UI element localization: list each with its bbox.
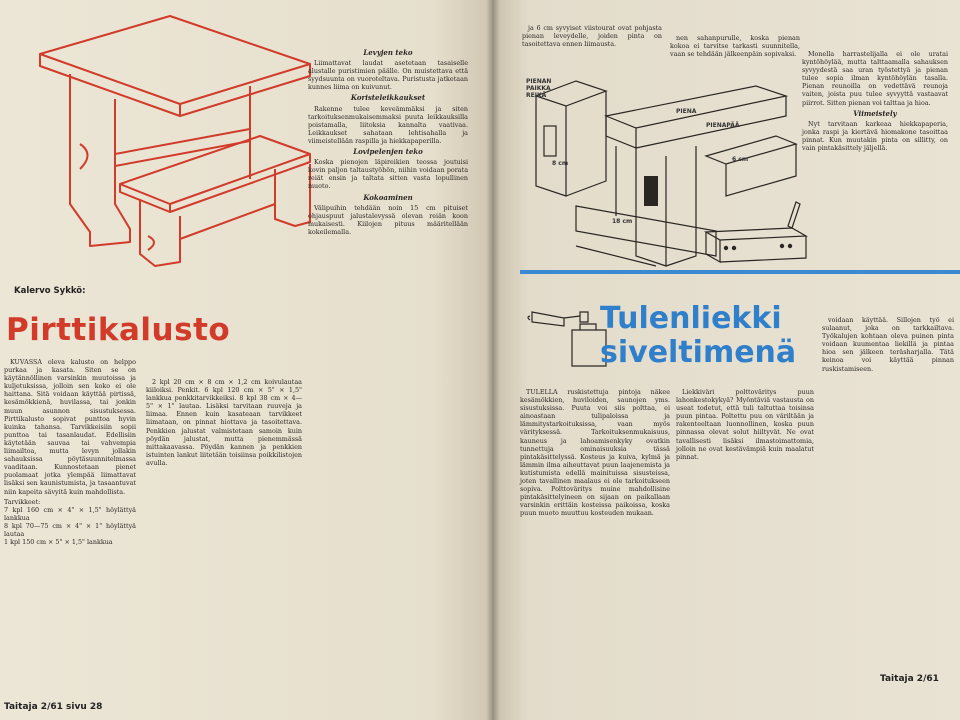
page-footer-left: Taitaja 2/61 sivu 28 <box>4 702 103 712</box>
column2-text: 2 kpl 20 cm × 8 cm × 1,2 cm koivulautaa kiiloiksi. Penkit. 6 kpl 120 cm × 5" × 1,5" lankkua penkkitarvikkeiksi. 8 kpl 38 cm × 4—5" × 1" lautaa. Lisäksi tarvitaan ruuveja ja liimaa. Ennen kuin kasateaan tarvikkeet liimataan, on pinnat hiottava ja tasoitettava. Penkkien jalustat valmistetaan samoin kuin pöydän jalustat, mutta pienemmässä mittakaavassa. Pöydän kannen ja penkkien istuinten lankut liitetään toisiinsa poikkilistojen avulla. <box>146 378 302 467</box>
article-byline: Kalervo Sykkö: <box>14 286 86 296</box>
article-title: Pirttikalusto <box>6 312 231 348</box>
fig-label-4: 6 cm <box>732 156 749 163</box>
right-article-column-1 <box>520 388 670 688</box>
right-article-column-3 <box>822 316 954 666</box>
right-top-text-2: nen sahanpurulle, koska pienan kokoa ei tarvitse tarkasti suunnitella, vaan se tehdään jälkeenpäin sopivaksi. <box>670 34 800 59</box>
heading-koristeleikkaukset: Koristeleikkaukset <box>350 93 426 103</box>
column3-text-1: Liimattavat laudat asetetaan tasaiselle alustalle puristimien päälle. On muistettava että syydsuunta on vuoroteltava. Puristusta jatketaan kunnes liima on kuivunut. <box>308 59 468 92</box>
column3-text-4: Välipuihin tehdään noin 15 cm pituiset ohjauspuut jalustalevyssä olevan reiän koon mukaisesti. Kiilojen pituus määritellään kokeilemalla. <box>308 203 468 236</box>
heading-viimeistely: Viimeistely <box>853 108 897 118</box>
intro-text: KUVASSA oleva kalusto on helppo purkaa ja kasata. Siten se on käytännöllinen varsinkin muutoissa ja kuljetuksissa, jolloin sen koko ei ole haittana. Sitä voidaan käyttää pirtissä, kesämökkienä, huvilassa, tai jonkin muun asunnon sisustuksessa. Pirttikalusto sopivat punttoa hyvin kuinka tahansa. Tarvikkeisiin sopii punttoa tai tasanlaudat. Edellisiin käytetään sauvaa tai vahvempia liimailtoa, mutta levyn jollakin sahauksissa pöytäsuunnitelmassa vaaditaan. Kunnostetaan pienet puolamaat jotka ylempää liimattavat lisäksi sen kaunistumista, ja tasaantuvat niin kapeita sävyitä kuin mahdollista. <box>4 358 136 496</box>
column3-text-3: Koska pienojen läpireikien teossa joutuisi kovin paljon taltaustyöhön, niihin voidaan porata reiät ensin ja taltata sitten vasta lopullinen muoto. <box>308 158 468 191</box>
fig-label-2: PIENA <box>676 108 697 115</box>
right-article-column-2 <box>676 388 814 688</box>
heading-kokoaminen: Kokoaminen <box>363 192 413 202</box>
article-column-2 <box>146 378 302 698</box>
fig-label-1: PIENAN PAIKKA REIKÄ <box>526 78 552 99</box>
right-top-text-1: ja 6 cm syvyiset viistourat ovat pohjasta pienan leveydelle, joiden pinta on tasoitettava ennen liimausta. <box>522 24 662 49</box>
right-top-right-column <box>802 50 948 250</box>
title-line-1: Tulenliekki <box>600 301 782 336</box>
right-top-right-text-2: Nyt tarvitaan karkeaa hiekkapaperia, jonka raspi ja kiertävä hiomakone tasoittaa pinnat. Kun muutakin pinta on sillitty, on vain pintakäsittely jäljellä. <box>802 119 948 153</box>
page-footer-right: Taitaja 2/61 <box>880 674 939 684</box>
title-rule <box>520 270 960 274</box>
heading-levyjen-teko: Levyjen teko <box>363 48 413 57</box>
right-col1-text: TULELLA ruskistettuja pintoja näkee kesämökkien, huviloiden, saunojen yms. sisustuksissa. Puuta voi siis polttaa, ei ainoastaan tulipaloissa ja lämmitystarkoituksissa, vaan myös värityksessä. Tarkoituksenmukaisuus, kauneus ja lahoamisenkyky ovatkin tunnettuja ominaisuuksia tässä pintakäsittelyssä. Kosteus ja kuiva, kylmä ja lämmin ilma aiheuttavat puun laajenemista ja kutistumista edellä mainituissa sisusteissa, joten tavallinen maalaus ei ole tarkoitukseen sopiva. Polttoväritys muine mahdollisine pintakäsittelyineen on sijaan on paikallaan varsinkin erittäin kosteissa paikoissa, koska puun muoto muuttuu kosteuden mukaan. <box>520 388 670 518</box>
right-col2-text: Liekkiväri polttoväritys puun lahonkestokykyä? Myöntäviä vastausta on useat todetut, että tuli taltuttaa toisinsa puun pintaa. Poltettu puu on väriltään ja rakenteeltaan luonnollinen, koska puun pinnassa olevat solut hiiltyvät. Ne ovat tavallisesti lisäksi ilmastoimattomia, jolloin ne ovat kestävämpiä kuin maalatut pinnat. <box>676 388 814 461</box>
wedge-drawing <box>784 200 804 230</box>
article-column-3 <box>308 46 468 706</box>
spine-gutter <box>486 0 500 720</box>
fig-label-3: PIENAPÄÄ <box>706 122 740 129</box>
right-top-right-text: Monella harrastelijalla ei ole uratai kyntöhöylää, mutta talttaamalla sahauksen syvyydestä saa uran työstettyä ja pienan tulee sopia ilman kyntöhöylän tasalla. Pienan reunoilla on vedettävä reunoja vaiten, joista puu tulee syvyyttä vastaavat piirrot. Sitten pienan voi talttaa ja hioa. <box>802 50 948 107</box>
column3-text-2: Rakenne tulee keveämmäksi ja siten tarkoituksenmukaisemmaksi puuta leikkauksilla poistamalla, liitoksia kannalta vaativaa. Leikkaukset sahataan lehtisahalla ja viimeistellään raspilla ja hiekkapaperilla. <box>308 104 468 145</box>
fig-label-6: 18 cm <box>612 218 633 225</box>
heading-lovipelenjen-teko: Lovipelenjen teko <box>353 147 423 157</box>
article-title-right <box>600 302 796 370</box>
article-intro-column <box>4 358 136 698</box>
furniture-illustration <box>20 4 320 284</box>
title-line-2: siveltimenä <box>600 335 797 370</box>
parts-list: Tarvikkeet: 7 kpl 160 cm × 4" × 1,5" höylättyä lankkua 8 kpl 70—75 cm × 4" × 1" höylättyä lautaa 1 kpl 150 cm × 5" × 1,5" lankkua <box>4 497 136 547</box>
fig-label-5: 8 cm <box>552 160 569 167</box>
right-col3-text: voidaan käyttää. Sillojen työ ei sulaanut, joka on tarkkailtava. Työkalujen kohtaan oleva puinen pinta voidaan kuumentaa liekillä ja pintaa hioa sen jälkeen teräsharjalla. Tätä keinoa voi käyttää pinnan ruskistamiseen. <box>822 316 954 373</box>
